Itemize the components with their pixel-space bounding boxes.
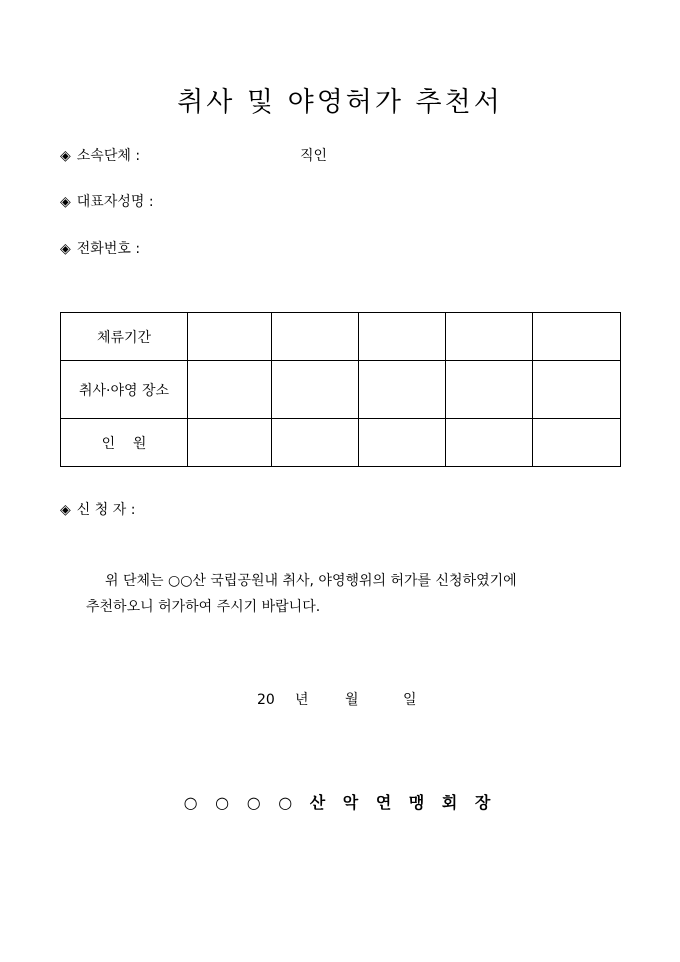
table-row [61,419,621,467]
signer-name: ○ ○ ○ ○ 산 악 연 맹 회 장 [183,793,497,812]
table-cell[interactable] [446,419,533,467]
table-cell[interactable] [359,313,446,361]
table-cell[interactable] [272,361,359,419]
affiliation-field [60,145,328,165]
date-year-prefix: 20 [257,692,275,708]
diamond-bullet-icon: ◈ [60,148,71,164]
row-label-camp-location: 취사·야영 장소 [61,361,188,419]
date-month-unit: 월 [345,692,359,708]
date-day-unit: 일 [403,692,417,708]
table-cell[interactable] [533,361,621,419]
diamond-bullet-icon: ◈ [60,241,71,257]
seal-label: 직인 [300,148,328,164]
row-label-headcount: 인 원 [61,419,188,467]
row-label-stay-period: 체류기간 [61,313,188,361]
table-cell[interactable] [446,313,533,361]
table-cell[interactable] [533,313,621,361]
phone-label: 전화번호 : [76,241,141,257]
phone-field [60,238,140,258]
table-cell[interactable] [359,361,446,419]
stay-info-table [60,312,621,467]
table-cell[interactable] [188,313,272,361]
document-title: 취사 및 야영허가 추천서 [177,87,503,118]
representative-label: 대표자성명 : [76,194,154,210]
table-cell[interactable] [359,419,446,467]
table-row [61,361,621,419]
diamond-bullet-icon: ◈ [60,502,71,518]
date-year-unit: 년 [295,692,309,708]
table-cell[interactable] [272,419,359,467]
body-line-2: 추천하오니 허가하여 주시기 바랍니다. [86,599,321,615]
applicant-label: 신 청 자 : [76,502,136,518]
body-line-1: 위 단체는 ○○산 국립공원내 취사, 야영행위의 허가를 신청하였기에 [105,573,517,589]
representative-field [60,191,154,211]
table-row [61,313,621,361]
table-cell[interactable] [272,313,359,361]
table-cell[interactable] [446,361,533,419]
date-line [257,689,417,709]
applicant-field [60,499,135,519]
table-cell[interactable] [188,419,272,467]
affiliation-label: 소속단체 : [76,148,141,164]
table-cell[interactable] [533,419,621,467]
table-cell[interactable] [188,361,272,419]
diamond-bullet-icon: ◈ [60,194,71,210]
